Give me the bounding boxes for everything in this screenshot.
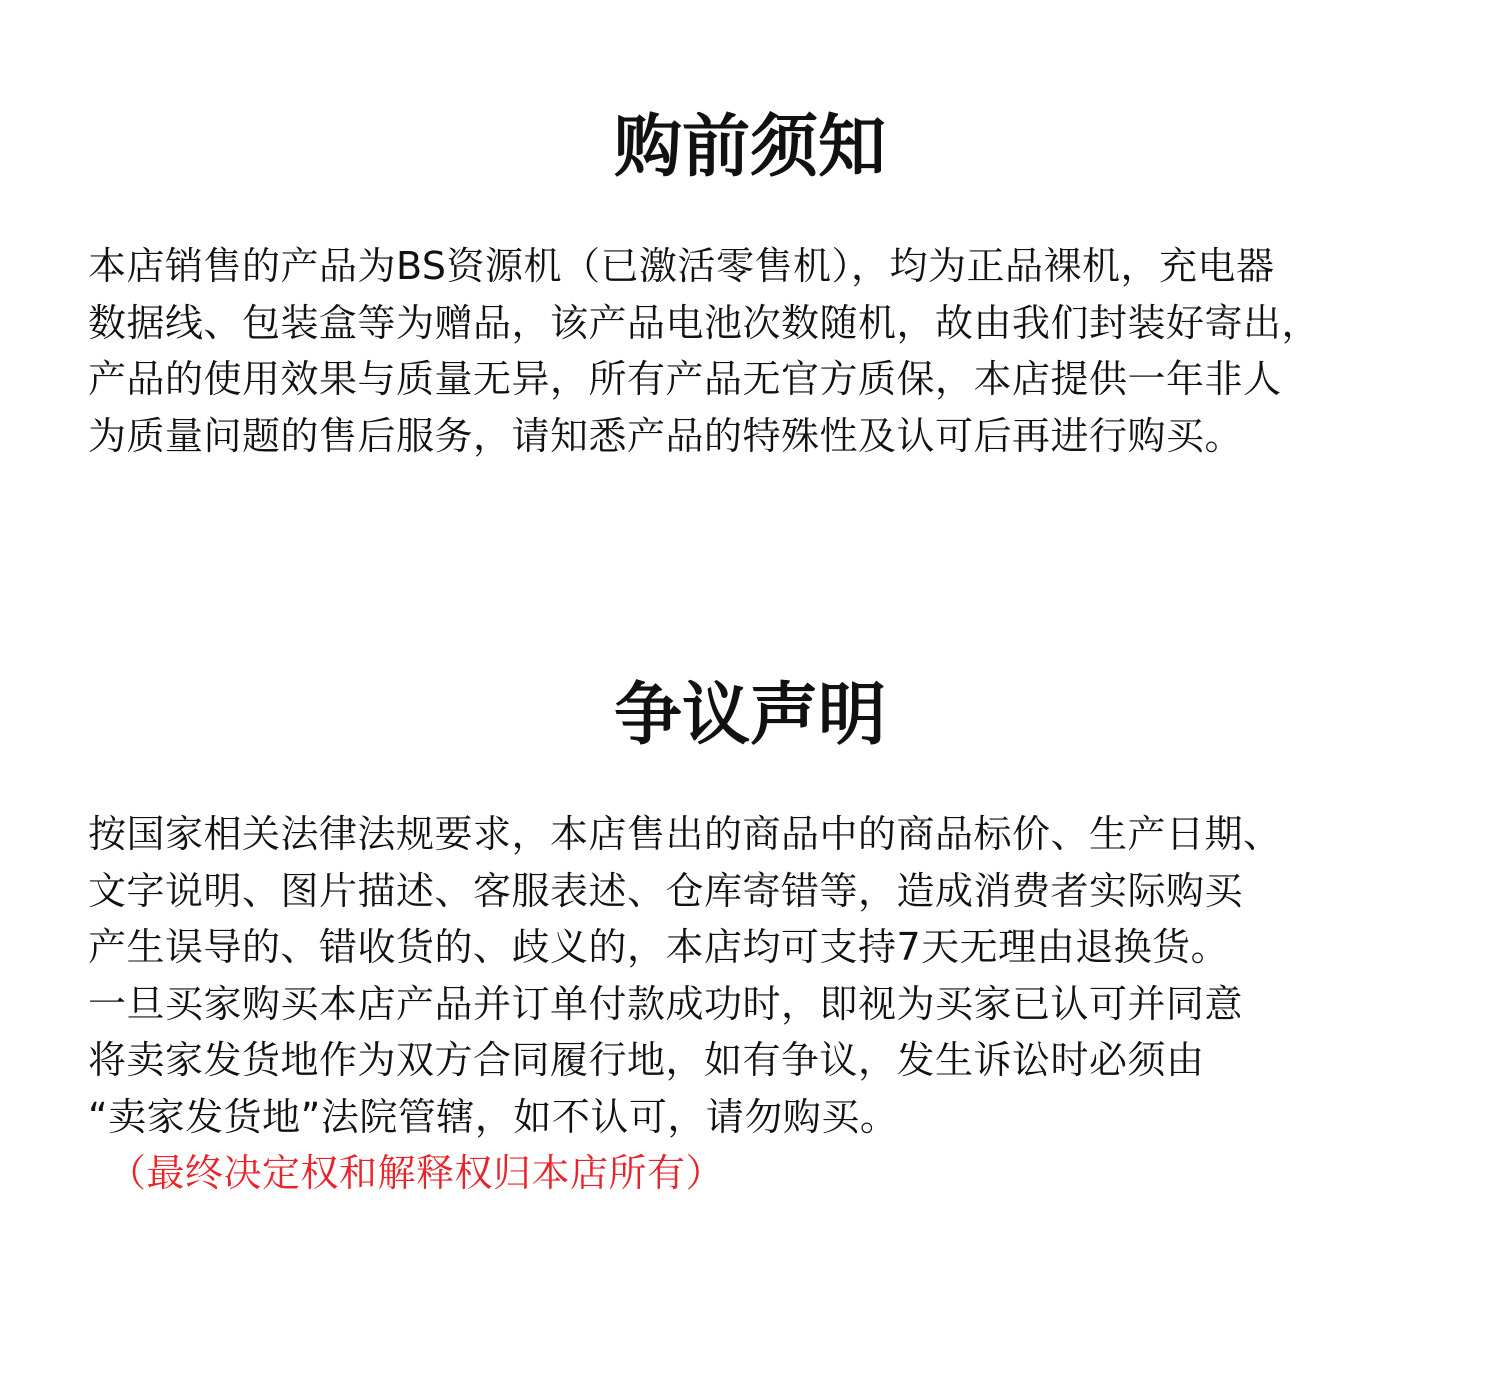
dispute-line: “卖家发货地”法院管辖，如不认可，请勿购买。 xyxy=(88,1094,899,1139)
notice-line: 数据线、包装盒等为赠品，该产品电池次数随机，故由我们封装好寄出， xyxy=(88,300,1321,345)
dispute-line: 将卖家发货地作为双方合同履行地，如有争议，发生诉讼时必须由 xyxy=(88,1038,1205,1082)
notice-line: 为质量问题的售后服务，请知悉产品的特殊性及认可后再进行购买。 xyxy=(88,413,1244,458)
dispute-line: 一旦买家购买本店产品并订单付款成功时，即视为买家已认可并同意 xyxy=(88,981,1244,1026)
dispute-line: 文字说明、图片描述、客服表述、仓库寄错等，造成消费者实际购买 xyxy=(88,868,1244,913)
notice-line: 本店销售的产品为BS资源机（已激活零售机），均为正品裸机，充电器 xyxy=(88,244,1275,288)
notice-title: 购前须知 xyxy=(613,108,886,187)
dispute-line: 按国家相关法律法规要求，本店售出的商品中的商品标价、生产日期、 xyxy=(88,812,1282,856)
dispute-body xyxy=(88,806,1488,1202)
notice-body xyxy=(88,238,1488,464)
dispute-line: 产生误导的、错收货的、歧义的，本店均可支持7天无理由退换货。 xyxy=(88,925,1230,969)
dispute-footnote: （最终决定权和解释权归本店所有） xyxy=(108,1151,725,1195)
notice-line: 产品的使用效果与质量无异，所有产品无官方质保，本店提供一年非人 xyxy=(88,357,1282,401)
dispute-title: 争议声明 xyxy=(613,676,886,755)
